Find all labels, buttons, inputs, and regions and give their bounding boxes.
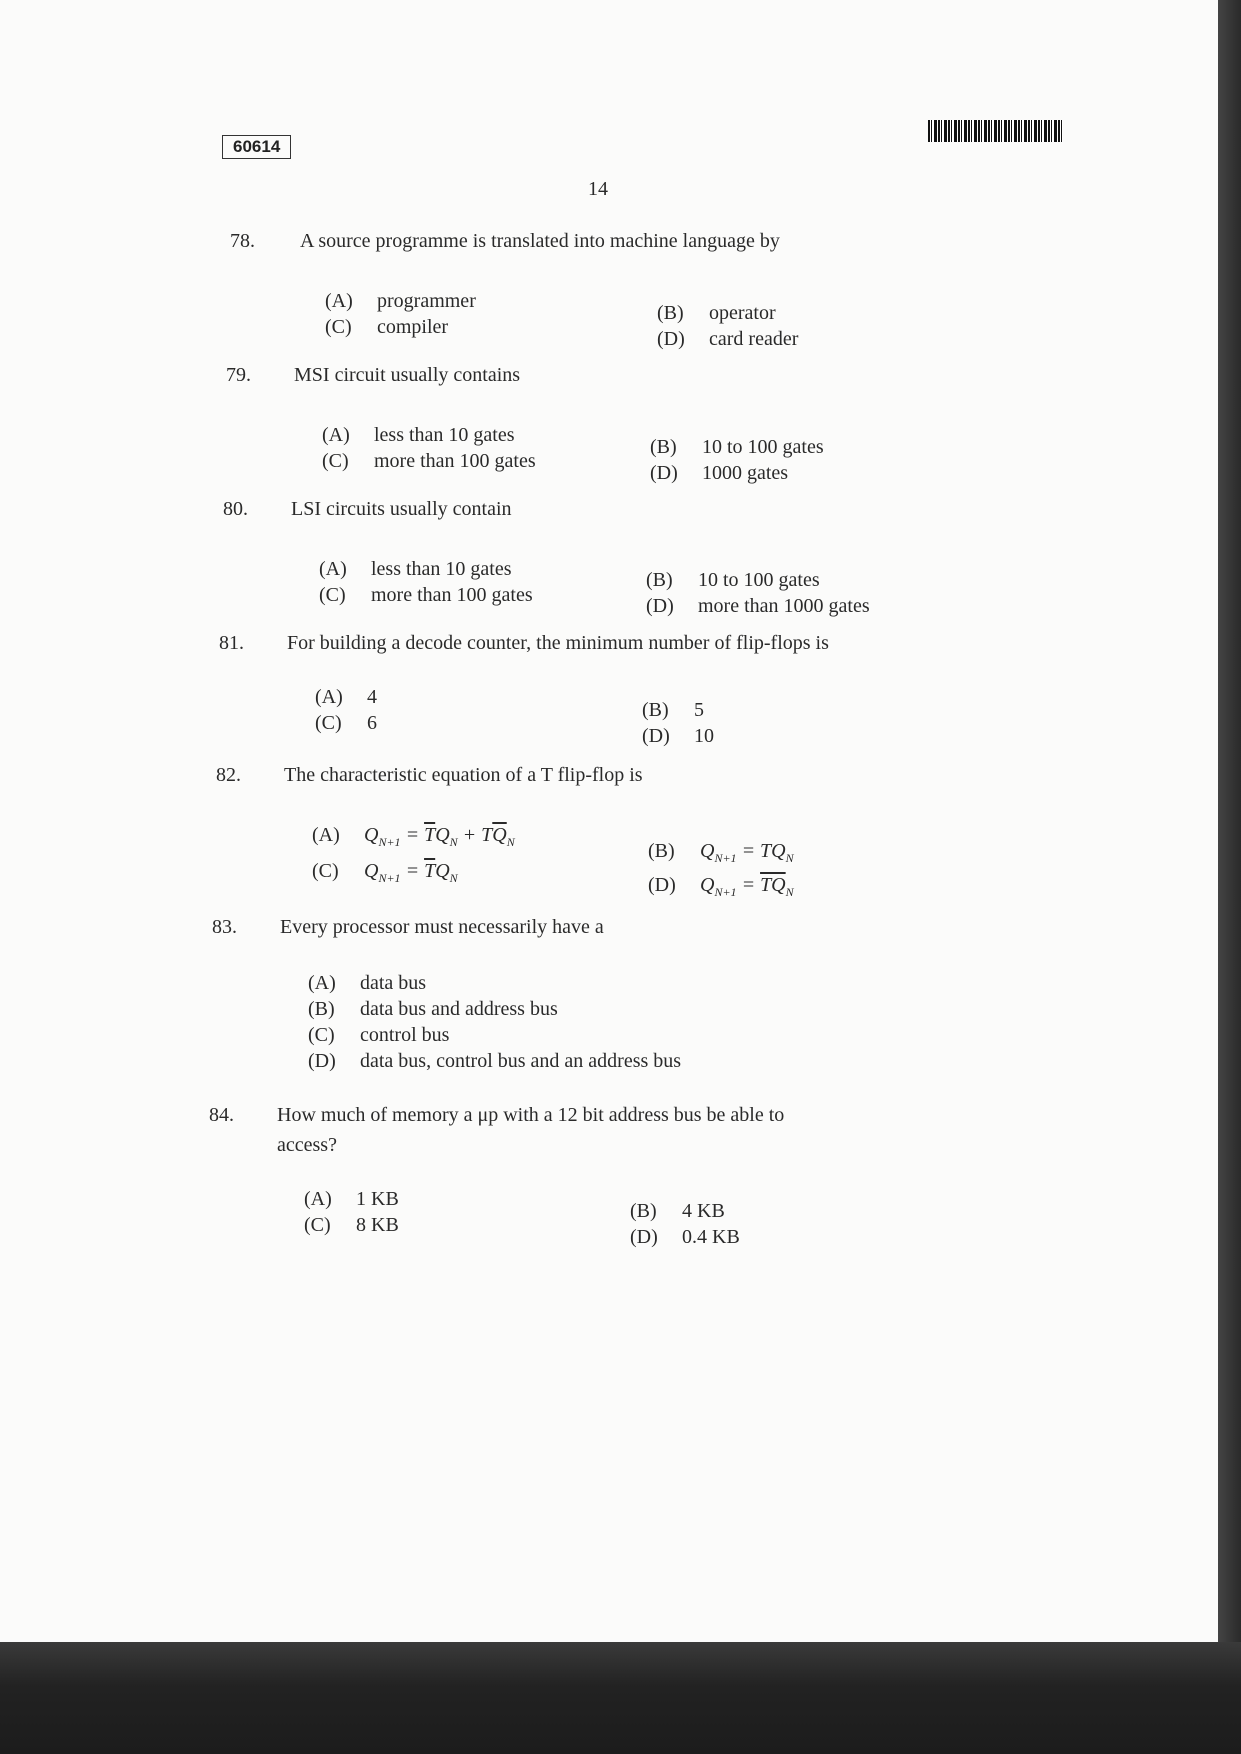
option-b (642, 697, 704, 723)
question-text: LSI circuits usually contain (291, 498, 512, 520)
scanner-edge-right (1218, 0, 1241, 1642)
option-label: (C) (312, 860, 339, 882)
option-a (315, 684, 377, 710)
option-label: (B) (642, 699, 669, 721)
option-d (657, 326, 798, 352)
question-number: 83. (212, 916, 237, 938)
option-b (308, 996, 558, 1022)
question-number: 82. (216, 764, 241, 786)
option-c (325, 314, 448, 340)
option-c (315, 710, 377, 736)
option-d (650, 460, 788, 486)
question-number: 84. (209, 1104, 234, 1126)
option-c (312, 858, 458, 891)
option-label: (B) (630, 1200, 657, 1222)
option-a (322, 422, 515, 448)
option-a (308, 970, 426, 996)
option-c (304, 1212, 399, 1238)
option-label: (C) (319, 584, 346, 606)
option-a (304, 1186, 399, 1212)
option-label: (C) (322, 450, 349, 472)
option-label: (D) (646, 595, 674, 617)
option-label: (D) (650, 462, 678, 484)
option-label: (C) (315, 712, 342, 734)
option-label: (D) (657, 328, 685, 350)
option-label: (C) (308, 1024, 335, 1046)
option-text: compiler (377, 316, 449, 338)
equation-d: $Q_{N+1} = \overline{TQ}_N$ (700, 874, 794, 899)
question-text: A source programme is translated into machine language by (300, 230, 780, 252)
option-text: 6 (367, 712, 377, 734)
option-label: (A) (322, 424, 350, 446)
option-b (648, 838, 794, 871)
option-label: (D) (630, 1226, 658, 1248)
question-number: 80. (223, 498, 248, 520)
option-c (319, 582, 533, 608)
option-label: (A) (325, 290, 353, 312)
question-text: MSI circuit usually contains (294, 364, 521, 386)
option-label: (D) (308, 1050, 336, 1072)
option-text: 8 KB (356, 1214, 399, 1236)
option-text: less than 10 gates (374, 424, 515, 446)
option-d (646, 593, 870, 619)
option-text: 5 (694, 699, 704, 721)
option-label: (D) (648, 874, 676, 896)
option-text: more than 100 gates (371, 584, 533, 606)
option-b (657, 300, 776, 326)
option-d (642, 723, 714, 749)
option-label: (C) (304, 1214, 331, 1236)
option-text: 1 KB (356, 1188, 399, 1210)
option-b (646, 567, 820, 593)
option-label: (B) (650, 436, 677, 458)
option-label: (A) (304, 1188, 332, 1210)
scanner-edge-bottom (0, 1642, 1241, 1754)
barcode-icon (928, 120, 1063, 142)
equation-c: $Q_{N+1} = \overline{T}Q_N$ (364, 860, 458, 885)
question-text: Every processor must necessarily have a (280, 916, 604, 938)
option-text: 10 to 100 gates (702, 436, 824, 458)
option-text: more than 100 gates (374, 450, 536, 472)
option-text: 1000 gates (702, 462, 789, 484)
option-a (319, 556, 512, 582)
option-label: (D) (642, 725, 670, 747)
option-text: 10 to 100 gates (698, 569, 820, 591)
page-number: 14 (588, 178, 608, 200)
option-text: programmer (377, 290, 476, 312)
paper-code-box: 60614 (222, 135, 291, 159)
equation-b: $Q_{N+1} = TQ_N$ (700, 840, 794, 865)
option-c (322, 448, 536, 474)
option-d (630, 1224, 740, 1250)
option-text: 4 KB (682, 1200, 725, 1222)
option-text: less than 10 gates (371, 558, 512, 580)
question-text: The characteristic equation of a T flip-flop is (284, 764, 643, 786)
question-number: 78. (230, 230, 255, 252)
option-label: (B) (657, 302, 684, 324)
option-label: (A) (315, 686, 343, 708)
option-text: 0.4 KB (682, 1226, 740, 1248)
option-text: data bus and address bus (360, 998, 558, 1020)
option-b (650, 434, 824, 460)
option-text: data bus (360, 972, 427, 994)
option-b (630, 1198, 725, 1224)
question-number: 79. (226, 364, 251, 386)
question-text-continued: access? (277, 1134, 337, 1156)
option-a (325, 288, 476, 314)
option-text: 10 (694, 725, 714, 747)
option-text: card reader (709, 328, 799, 350)
option-text: control bus (360, 1024, 450, 1046)
question-text: How much of memory a μp with a 12 bit address bus be able to (277, 1104, 785, 1126)
option-a (312, 822, 515, 855)
option-c (308, 1022, 449, 1048)
option-d (648, 872, 794, 905)
option-label: (B) (308, 998, 335, 1020)
option-label: (A) (312, 824, 340, 846)
option-text: more than 1000 gates (698, 595, 870, 617)
option-label: (A) (308, 972, 336, 994)
question-number: 81. (219, 632, 244, 654)
option-label: (A) (319, 558, 347, 580)
option-text: data bus, control bus and an address bus (360, 1050, 682, 1072)
option-label: (B) (646, 569, 673, 591)
option-d (308, 1048, 681, 1074)
option-label: (B) (648, 840, 675, 862)
option-label: (C) (325, 316, 352, 338)
option-text: operator (709, 302, 776, 324)
question-text: For building a decode counter, the minimum number of flip-flops is (287, 632, 829, 654)
option-text: 4 (367, 686, 377, 708)
equation-a: $Q_{N+1} = \overline{T}Q_N + T\overline{Q}_N$ (364, 824, 515, 849)
